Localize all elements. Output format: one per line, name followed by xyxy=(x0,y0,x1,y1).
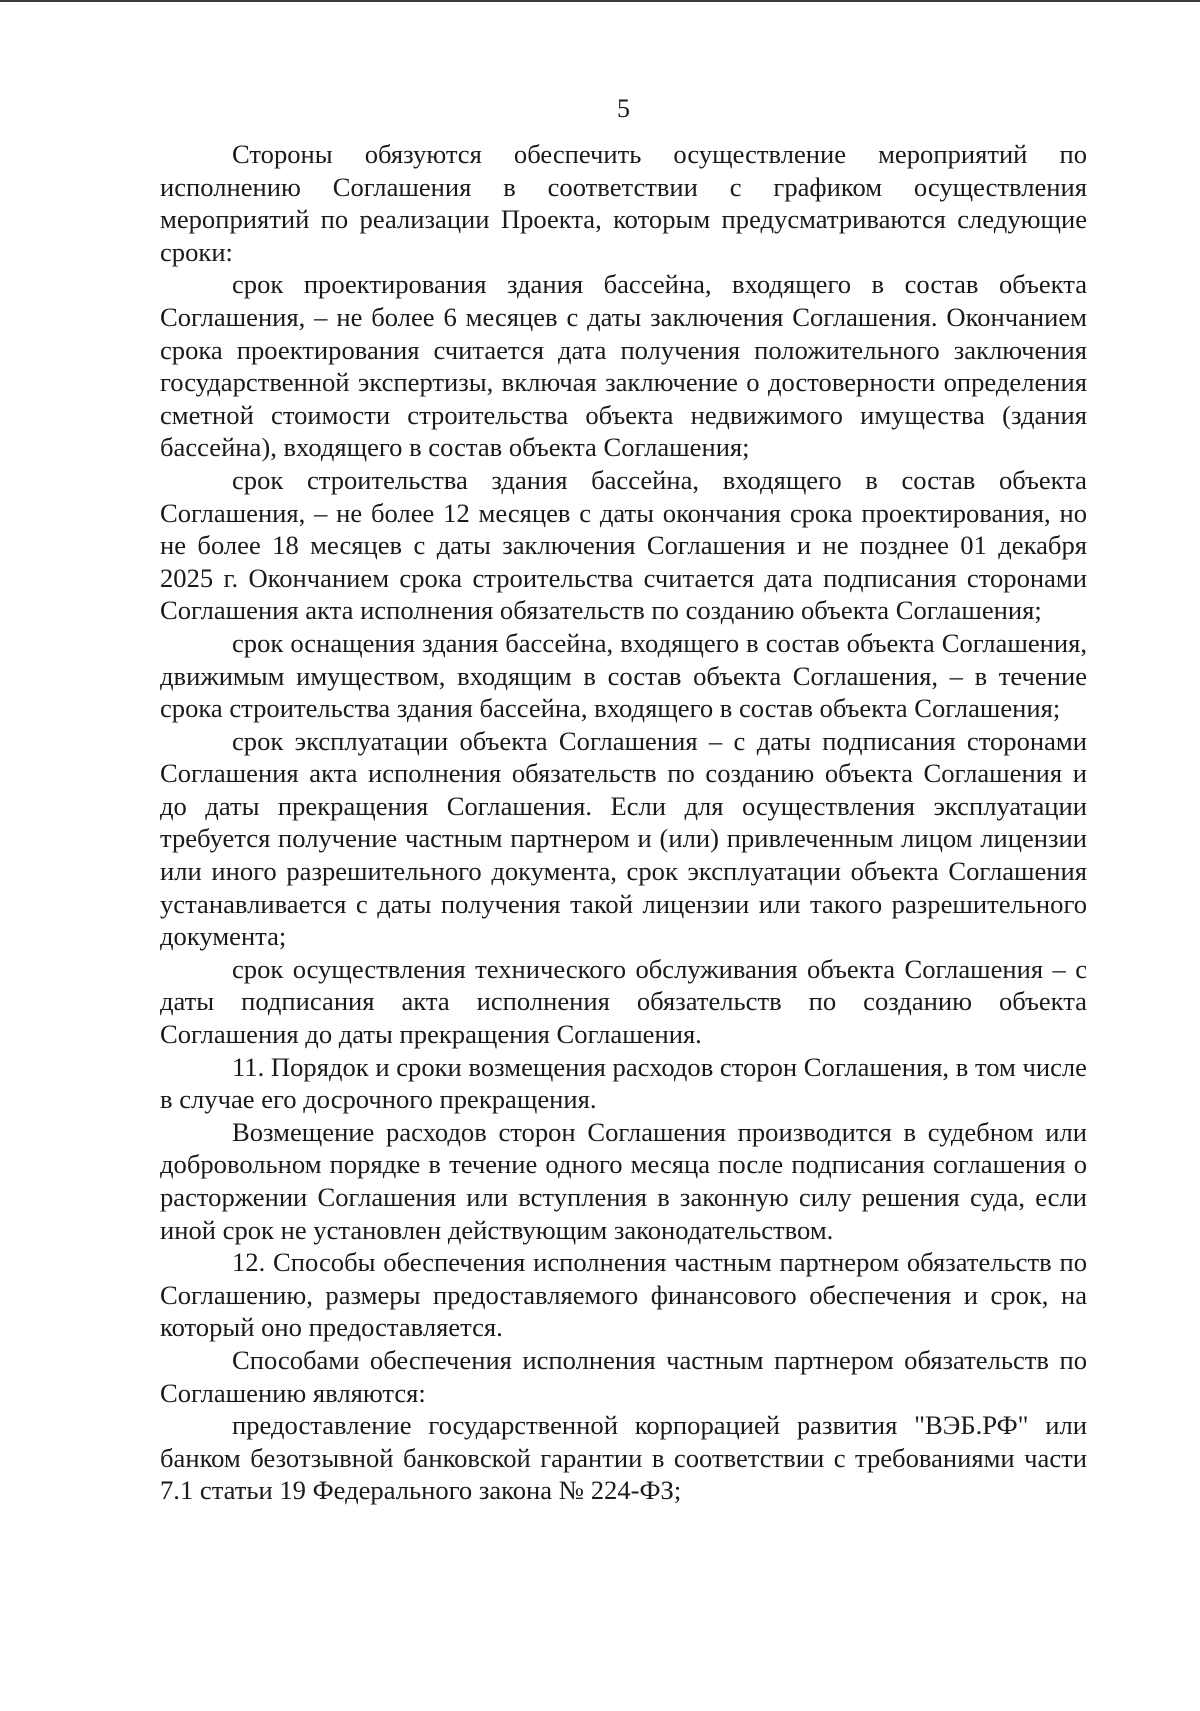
paragraph-maintenance-term: срок осуществления технического обслуживания объекта Соглашения – с даты подписания акта исполнения обязательств по созданию объекта Соглашения до даты прекращения Соглашения. xyxy=(160,953,1087,1050)
section-12-heading: 12. Способы обеспечения исполнения частным партнером обязательств по Соглашению, размеры предоставляемого финансового обеспечения и срок, на который оно предоставляется. xyxy=(160,1247,1087,1343)
paragraph-bank-guarantee: предоставление государственной корпорацией развития "ВЭБ.РФ" или банком безотзывной банковской гарантии в соответствии с требованиями части 7.1 статьи 19 Федерального закона № 224-ФЗ; xyxy=(160,1410,1087,1506)
paragraph-expense-reimbursement: Возмещение расходов сторон Соглашения производится в судебном или добровольном порядке в течение одного месяца после подписания соглашения о расторжении Соглашения или вступления в законную силу решения суда, если иной срок не установлен действующим законодательством. xyxy=(160,1116,1087,1245)
paragraph-construction-term: срок строительства здания бассейна, входящего в состав объекта Соглашения, – не более 12 месяцев с даты окончания срока проектирования, но не более 18 месяцев с даты заключения Соглашения и не позднее 01 декабря 2025 г. Окончанием срока строительства считается дата подписания сторонами Соглашения акта исполнения обязательств по созданию объекта Соглашения; xyxy=(160,464,1087,626)
paragraph-security-methods-intro: Способами обеспечения исполнения частным партнером обязательств по Соглашению являются: xyxy=(160,1344,1087,1408)
paragraph-equipment-term: срок оснащения здания бассейна, входящего в состав объекта Соглашения, движимым имуществом, входящим в состав объекта Соглашения, – в течение срока строительства здания бассейна, входящего в состав объекта Соглашения; xyxy=(160,627,1087,724)
section-11-heading: 11. Порядок и сроки возмещения расходов сторон Соглашения, в том числе в случае его досрочного прекращения. xyxy=(160,1051,1087,1115)
paragraph-operation-term: срок эксплуатации объекта Соглашения – с даты подписания сторонами Соглашения акта исполнения обязательств по созданию объекта Соглашения и до даты прекращения Соглашения. Если для осуществления эксплуатации требуется получение частным партнером и (или) привлеченным лицом лицензии или иного разрешительного документа, срок эксплуатации объекта Соглашения устанавливается с даты получения такой лицензии или такого разрешительного документа; xyxy=(160,725,1087,952)
paragraph-design-term: срок проектирования здания бассейна, входящего в состав объекта Соглашения, – не более 6 месяцев с даты заключения Соглашения. Окончанием срока проектирования считается дата получения положительного заключения государственной экспертизы, включая заключение о достоверности определения сметной стоимости строительства объекта недвижимого имущества (здания бассейна), входящего в состав объекта Соглашения; xyxy=(160,269,1087,463)
paragraph-obligations-intro: Стороны обязуются обеспечить осуществление мероприятий по исполнению Соглашения в соответствии с графиком осуществления мероприятий по реализации Проекта, которым предусматриваются следующие сроки: xyxy=(160,139,1087,267)
document-body xyxy=(160,138,1087,1507)
top-border-line xyxy=(0,0,1200,2)
page-number: 5 xyxy=(617,94,630,123)
